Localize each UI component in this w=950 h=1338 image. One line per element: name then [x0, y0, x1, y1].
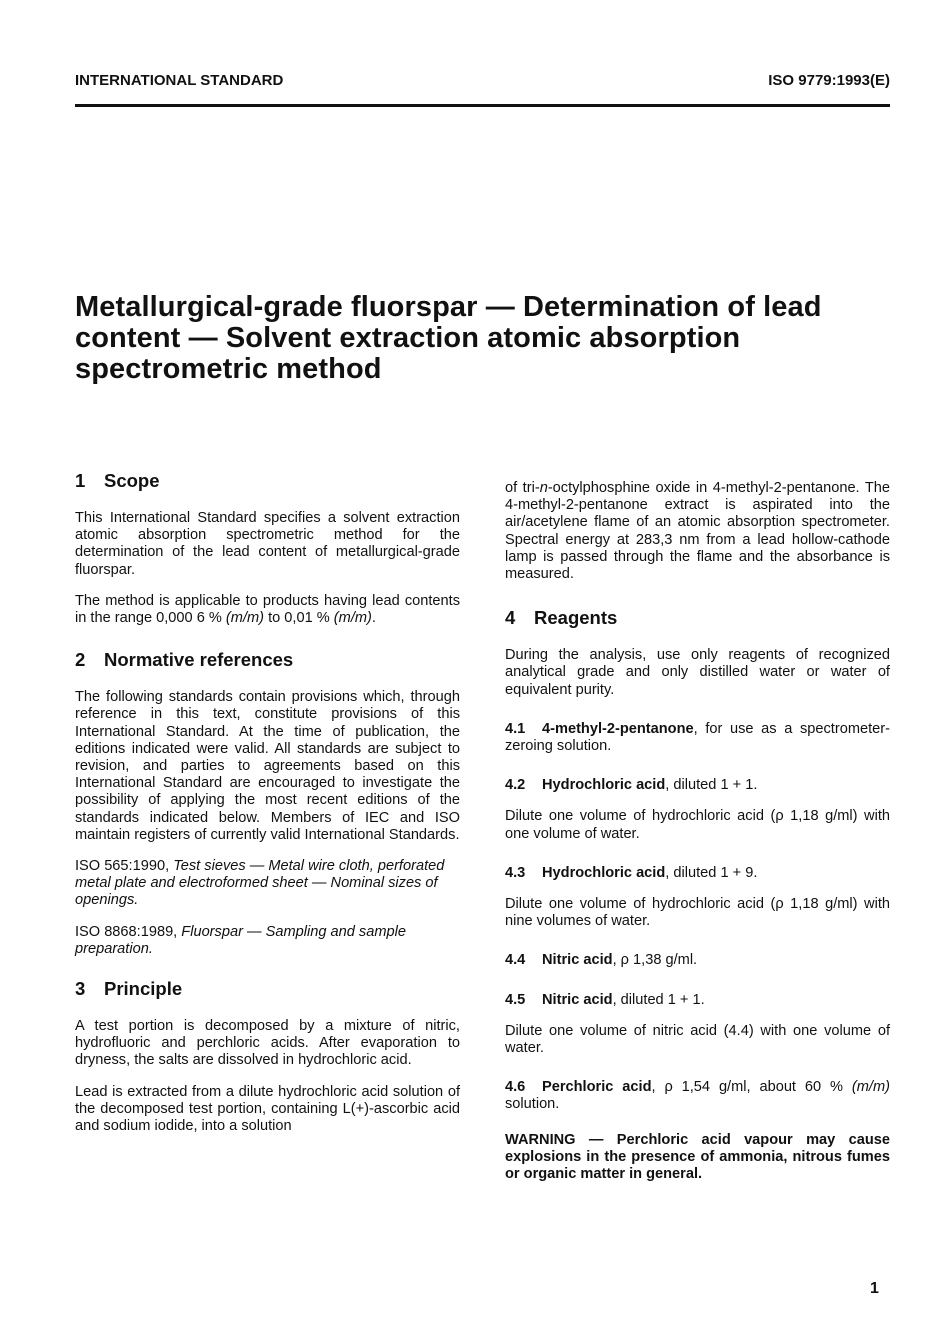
reagent-description: Dilute one volume of hydrochloric acid (ρ 1,18 g/ml) with one volume of water.	[505, 808, 890, 842]
section-number: 2	[75, 649, 86, 671]
section-number: 1	[75, 470, 86, 491]
normative-paragraph: The following standards contain provisions which, through reference in this text, constitute provisions of this International Standard. At the time of publication, the editions indicated were valid. All standards are subject to revision, and parties to agreements based on this International Standard are encouraged to investigate the possibility of applying the most recent editions of the standards indicated below. Members of IEC and ISO maintain registers of currently valid International Standards.	[75, 689, 460, 843]
principle-paragraph: A test portion is decomposed by a mixture of nitric, hydrofluoric and perchloric acids. After evaporation to dryness, the salts are dissolved in hydrochloric acid.	[75, 1018, 460, 1069]
section-title: Reagents	[534, 607, 618, 629]
reagent-item: 4.5 Nitric acid, diluted 1 + 1.	[505, 991, 705, 1008]
standard-number: ISO 9779:1993(E)	[768, 72, 890, 89]
right-column	[505, 480, 890, 1197]
section-title: Normative references	[104, 649, 294, 671]
reagent-item: 4.4 Nitric acid, ρ 1,38 g/ml.	[505, 952, 698, 969]
reagent-item: 4.2 Hydrochloric acid, diluted 1 + 1.	[505, 777, 758, 794]
document-title: Metallurgical-grade fluorspar — Determination of lead content — Solvent extraction atomic absorption spectrometric method	[75, 291, 822, 385]
reference-iso-8868: ISO 8868:1989, Fluorspar — Sampling and sample preparation.	[75, 923, 406, 957]
reagent-item: 4.3 Hydrochloric acid, diluted 1 + 9.	[505, 864, 758, 881]
principle-continued: of tri-n-octylphosphine oxide in 4-methyl-2-pentanone. The 4-methyl-2-pentanone extract is aspirated into the air/acetylene flame of an atomic absorption spectrometer. Spectral energy at 283,3 nm from a lead hollow-cathode lamp is passed through the flame and the absorbance is measured.	[505, 480, 890, 583]
section-heading-normative	[75, 649, 460, 671]
section-number: 4	[505, 607, 516, 629]
section-title: Scope	[104, 470, 160, 491]
principle-paragraph: Lead is extracted from a dilute hydrochloric acid solution of the decomposed test portion, containing L(+)-ascorbic acid and sodium iodide, into a solution	[75, 1083, 460, 1135]
warning-notice: WARNING — Perchloric acid vapour may cause explosions in the presence of ammonia, nitrous fumes or organic matter in general.	[505, 1131, 890, 1183]
header-label: INTERNATIONAL STANDARD	[75, 72, 284, 89]
section-heading-scope	[75, 470, 460, 492]
reagent-item: 4.6 Perchloric acid, ρ 1,54 g/ml, about 60 % (m/m) solution.	[505, 1079, 890, 1113]
scope-range-paragraph: The method is applicable to products having lead contents in the range 0,000 6 % (m/m) to 0,01 % (m/m).	[75, 592, 460, 627]
section-number: 3	[75, 978, 86, 1000]
scope-paragraph: This International Standard specifies a solvent extraction atomic absorption spectrometric method for the determination of the lead content of metallurgical-grade fluorspar.	[75, 510, 460, 578]
header-rule	[75, 104, 890, 107]
section-title: Principle	[104, 978, 183, 1000]
section-heading-principle	[75, 978, 460, 1000]
reagent-item: 4.1 4-methyl-2-pentanone, for use as a spectrometer-zeroing solution.	[505, 720, 890, 755]
reagent-description: Dilute one volume of nitric acid (4.4) with one volume of water.	[505, 1022, 890, 1057]
section-heading-reagents	[505, 607, 890, 629]
left-column	[75, 470, 460, 1149]
reagent-description: Dilute one volume of hydrochloric acid (ρ 1,18 g/ml) with nine volumes of water.	[505, 896, 890, 930]
page-number: 1	[870, 1280, 879, 1297]
reagents-intro: During the analysis, use only reagents of recognized analytical grade and only distilled water or water of equivalent purity.	[505, 647, 890, 698]
reference-iso-565: ISO 565:1990, Test sieves — Metal wire cloth, perforated metal plate and electroformed sheet — Nominal sizes of openings.	[75, 858, 445, 909]
page-header	[75, 72, 890, 98]
